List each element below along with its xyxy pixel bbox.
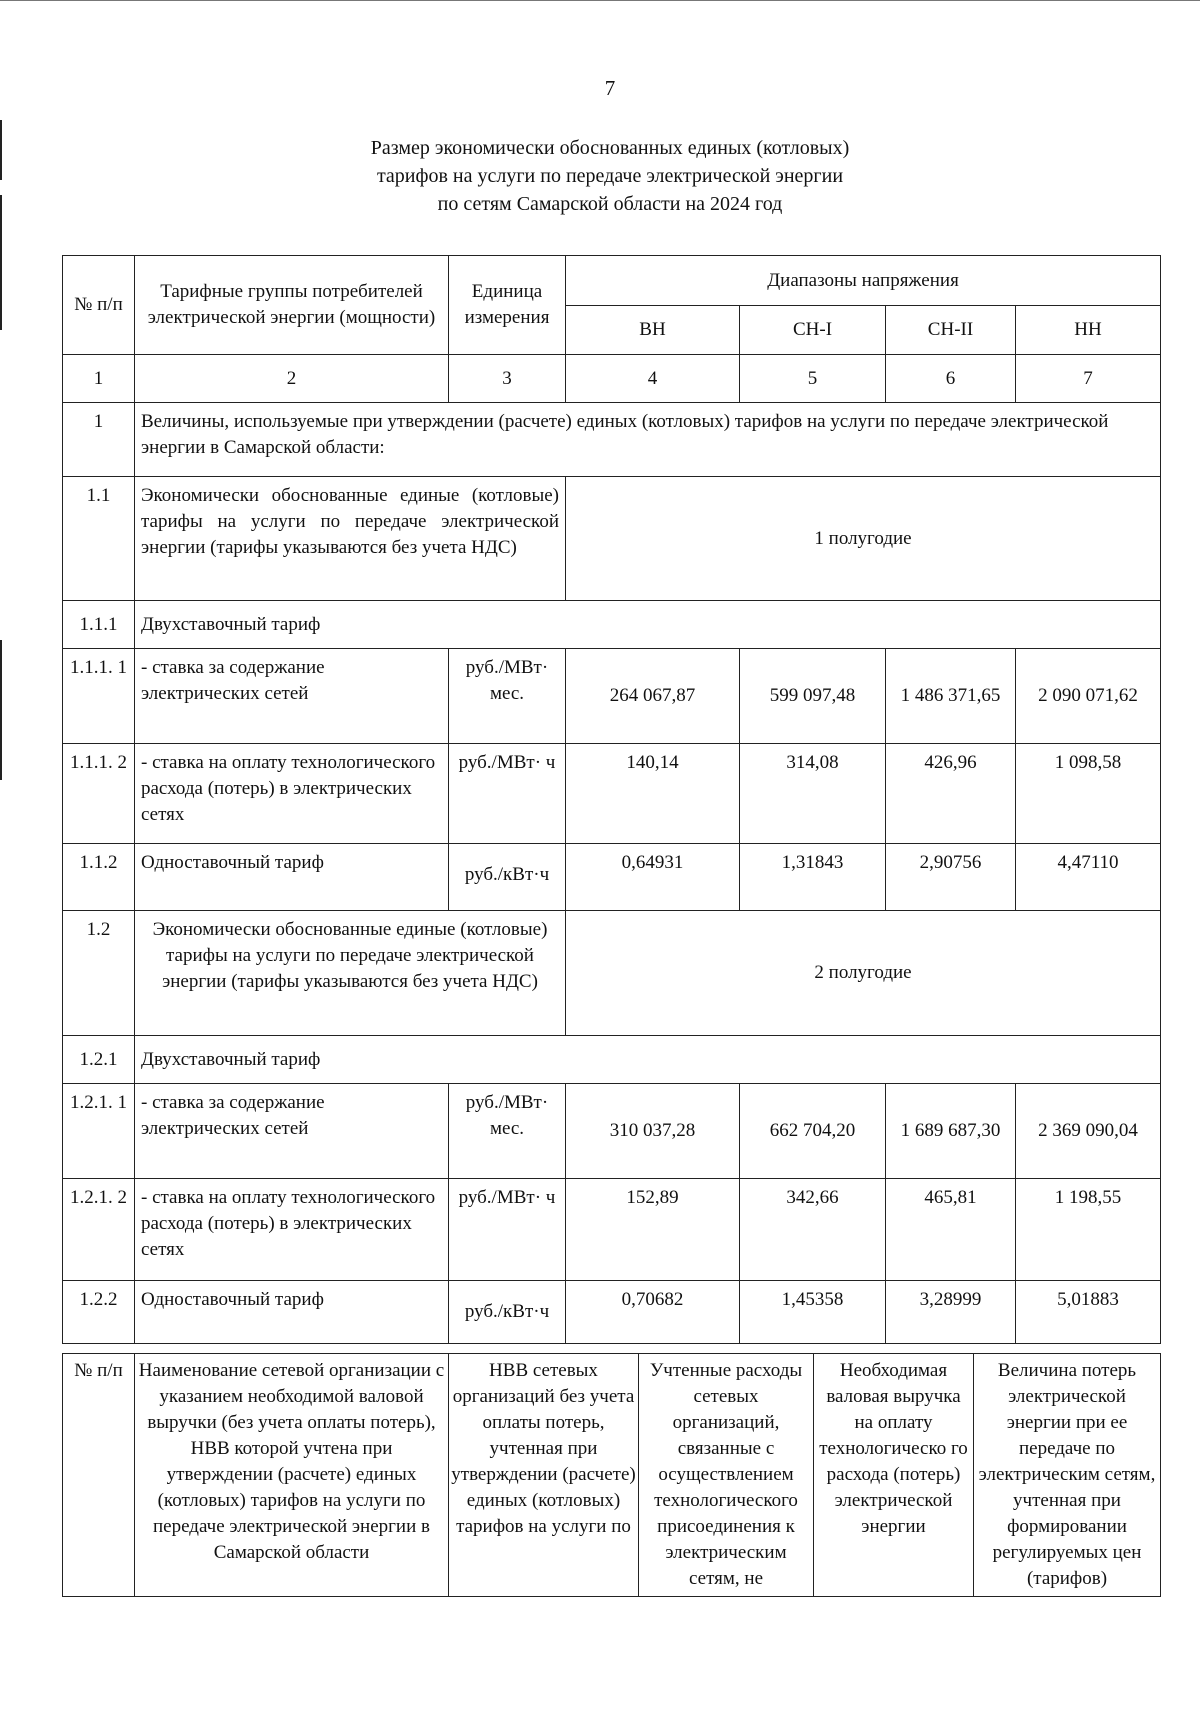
value-nn: 2 090 071,62 xyxy=(1016,649,1161,744)
table-header-row xyxy=(63,1354,1161,1597)
value-nn: 1 198,55 xyxy=(1016,1179,1161,1281)
table-row xyxy=(63,1179,1161,1281)
value-vn: 140,14 xyxy=(566,744,740,844)
header-num: № п/п xyxy=(63,256,135,355)
row-unit: руб./МВт· мес. xyxy=(449,1084,566,1179)
header-num: № п/п xyxy=(63,1354,135,1597)
section-1-2-1-row xyxy=(63,1036,1161,1084)
value-nn: 2 369 090,04 xyxy=(1016,1084,1161,1179)
row-title: - ставка за содержание электрических сетей xyxy=(135,1084,449,1179)
row-unit: руб./кВт·ч xyxy=(449,844,566,911)
scan-margin-mark xyxy=(0,640,2,780)
header-ranges: Диапазоны напряжения xyxy=(566,256,1161,306)
header-expenses: Учтенные расходы сетевых организаций, связанные с осуществлением технологического присоединения к электрическим сетям, не xyxy=(639,1354,814,1597)
page-number: 7 xyxy=(604,76,616,100)
title-line: по сетям Самарской области на 2024 год xyxy=(437,193,783,215)
row-num: 1.2.2 xyxy=(63,1281,135,1344)
value-sn2: 1 486 371,65 xyxy=(886,649,1016,744)
value-sn1: 599 097,48 xyxy=(740,649,886,744)
section-1-2-text: Экономически обоснованные единые (котловые) тарифы на услуги по передаче электрической энергии (тарифы указываются без учета НДС) xyxy=(135,911,566,1036)
row-num: 1.1.1. 1 xyxy=(63,649,135,744)
value-vn: 310 037,28 xyxy=(566,1084,740,1179)
col-number: 6 xyxy=(886,355,1016,403)
row-unit: руб./МВт· мес. xyxy=(449,649,566,744)
header-losses: Величина потерь электрической энергии при ее передаче по электрическим сетям, учтенная при формировании регулируемых цен (тарифов) xyxy=(974,1354,1161,1597)
row-unit: руб./кВт·ч xyxy=(449,1281,566,1344)
section-1-row xyxy=(63,403,1161,477)
document-title xyxy=(0,134,1200,218)
value-vn: 152,89 xyxy=(566,1179,740,1281)
row-title: Одноставочный тариф xyxy=(135,844,449,911)
level-nn: НН xyxy=(1016,306,1161,355)
row-num: 1.1.2 xyxy=(63,844,135,911)
value-vn: 0,70682 xyxy=(566,1281,740,1344)
period-label: 2 полугодие xyxy=(566,911,1161,1036)
value-sn1: 662 704,20 xyxy=(740,1084,886,1179)
table-header-row xyxy=(63,256,1161,306)
header-group: Тарифные группы потребителей электрической энергии (мощности) xyxy=(135,256,449,355)
table-row xyxy=(63,744,1161,844)
value-vn: 0,64931 xyxy=(566,844,740,911)
value-sn1: 1,45358 xyxy=(740,1281,886,1344)
row-num: 1.1.1. 2 xyxy=(63,744,135,844)
value-vn: 264 067,87 xyxy=(566,649,740,744)
row-num: 1.2.1. 1 xyxy=(63,1084,135,1179)
col-number: 1 xyxy=(63,355,135,403)
row-num: 1.1.1 xyxy=(63,601,135,649)
row-num: 1.2.1 xyxy=(63,1036,135,1084)
value-nn: 4,47110 xyxy=(1016,844,1161,911)
section-1-text: Величины, используемые при утверждении (расчете) единых (котловых) тарифов на услуги по передаче электрической энергии в Самарской области: xyxy=(135,403,1161,477)
row-title: Двухставочный тариф xyxy=(135,601,1161,649)
header-unit: Единица измерения xyxy=(449,256,566,355)
row-num: 1.2 xyxy=(63,911,135,1036)
header-nvv: НВВ сетевых организаций без учета оплаты потерь, учтенная при утверждении (расчете) единых (котловых) тарифов на услуги по xyxy=(449,1354,639,1597)
title-line: тарифов на услуги по передаче электрической энергии xyxy=(376,165,844,187)
tariff-table xyxy=(62,255,1161,1344)
level-sn2: СН-II xyxy=(886,306,1016,355)
row-unit: руб./МВт· ч xyxy=(449,744,566,844)
row-title: Одноставочный тариф xyxy=(135,1281,449,1344)
level-vn: ВН xyxy=(566,306,740,355)
value-sn2: 465,81 xyxy=(886,1179,1016,1281)
table-row xyxy=(63,1281,1161,1344)
section-1-1-row xyxy=(63,477,1161,601)
network-organizations-table xyxy=(62,1353,1161,1597)
table-row xyxy=(63,1084,1161,1179)
row-title: - ставка за содержание электрических сетей xyxy=(135,649,449,744)
value-sn1: 314,08 xyxy=(740,744,886,844)
row-title: - ставка на оплату технологического расхода (потерь) в электрических сетях xyxy=(135,1179,449,1281)
col-number: 4 xyxy=(566,355,740,403)
value-sn1: 1,31843 xyxy=(740,844,886,911)
value-sn2: 3,28999 xyxy=(886,1281,1016,1344)
row-title: Двухставочный тариф xyxy=(135,1036,1161,1084)
section-1-2-row xyxy=(63,911,1161,1036)
title-line: Размер экономически обоснованных единых (котловых) xyxy=(370,137,850,159)
row-title: - ставка на оплату технологического расхода (потерь) в электрических сетях xyxy=(135,744,449,844)
level-sn1: СН-I xyxy=(740,306,886,355)
value-sn2: 426,96 xyxy=(886,744,1016,844)
col-number: 2 xyxy=(135,355,449,403)
page-top-edge xyxy=(0,0,1200,1)
col-number: 5 xyxy=(740,355,886,403)
header-required-revenue: Необходимая валовая выручка на оплату технологическо го расхода (потерь) электрической энергии xyxy=(814,1354,974,1597)
row-unit: руб./МВт· ч xyxy=(449,1179,566,1281)
table-row xyxy=(63,649,1161,744)
value-sn2: 2,90756 xyxy=(886,844,1016,911)
section-1-1-1-row xyxy=(63,601,1161,649)
col-number: 3 xyxy=(449,355,566,403)
row-num: 1.2.1. 2 xyxy=(63,1179,135,1281)
value-nn: 1 098,58 xyxy=(1016,744,1161,844)
value-nn: 5,01883 xyxy=(1016,1281,1161,1344)
table-row xyxy=(63,844,1161,911)
section-1-1-text: Экономически обоснованные единые (котловые) тарифы на услуги по передаче электрической энергии (тарифы указываются без учета НДС) xyxy=(135,477,566,601)
row-num: 1.1 xyxy=(63,477,135,601)
column-numbers-row xyxy=(63,355,1161,403)
header-organization-name: Наименование сетевой организации с указанием необходимой валовой выручки (без учета оплаты потерь), НВВ которой учтена при утверждении (расчете) единых (котловых) тарифов на услуги по передаче электрической энергии в Самарской области xyxy=(135,1354,449,1597)
period-label: 1 полугодие xyxy=(566,477,1161,601)
value-sn1: 342,66 xyxy=(740,1179,886,1281)
value-sn2: 1 689 687,30 xyxy=(886,1084,1016,1179)
col-number: 7 xyxy=(1016,355,1161,403)
row-num: 1 xyxy=(63,403,135,477)
